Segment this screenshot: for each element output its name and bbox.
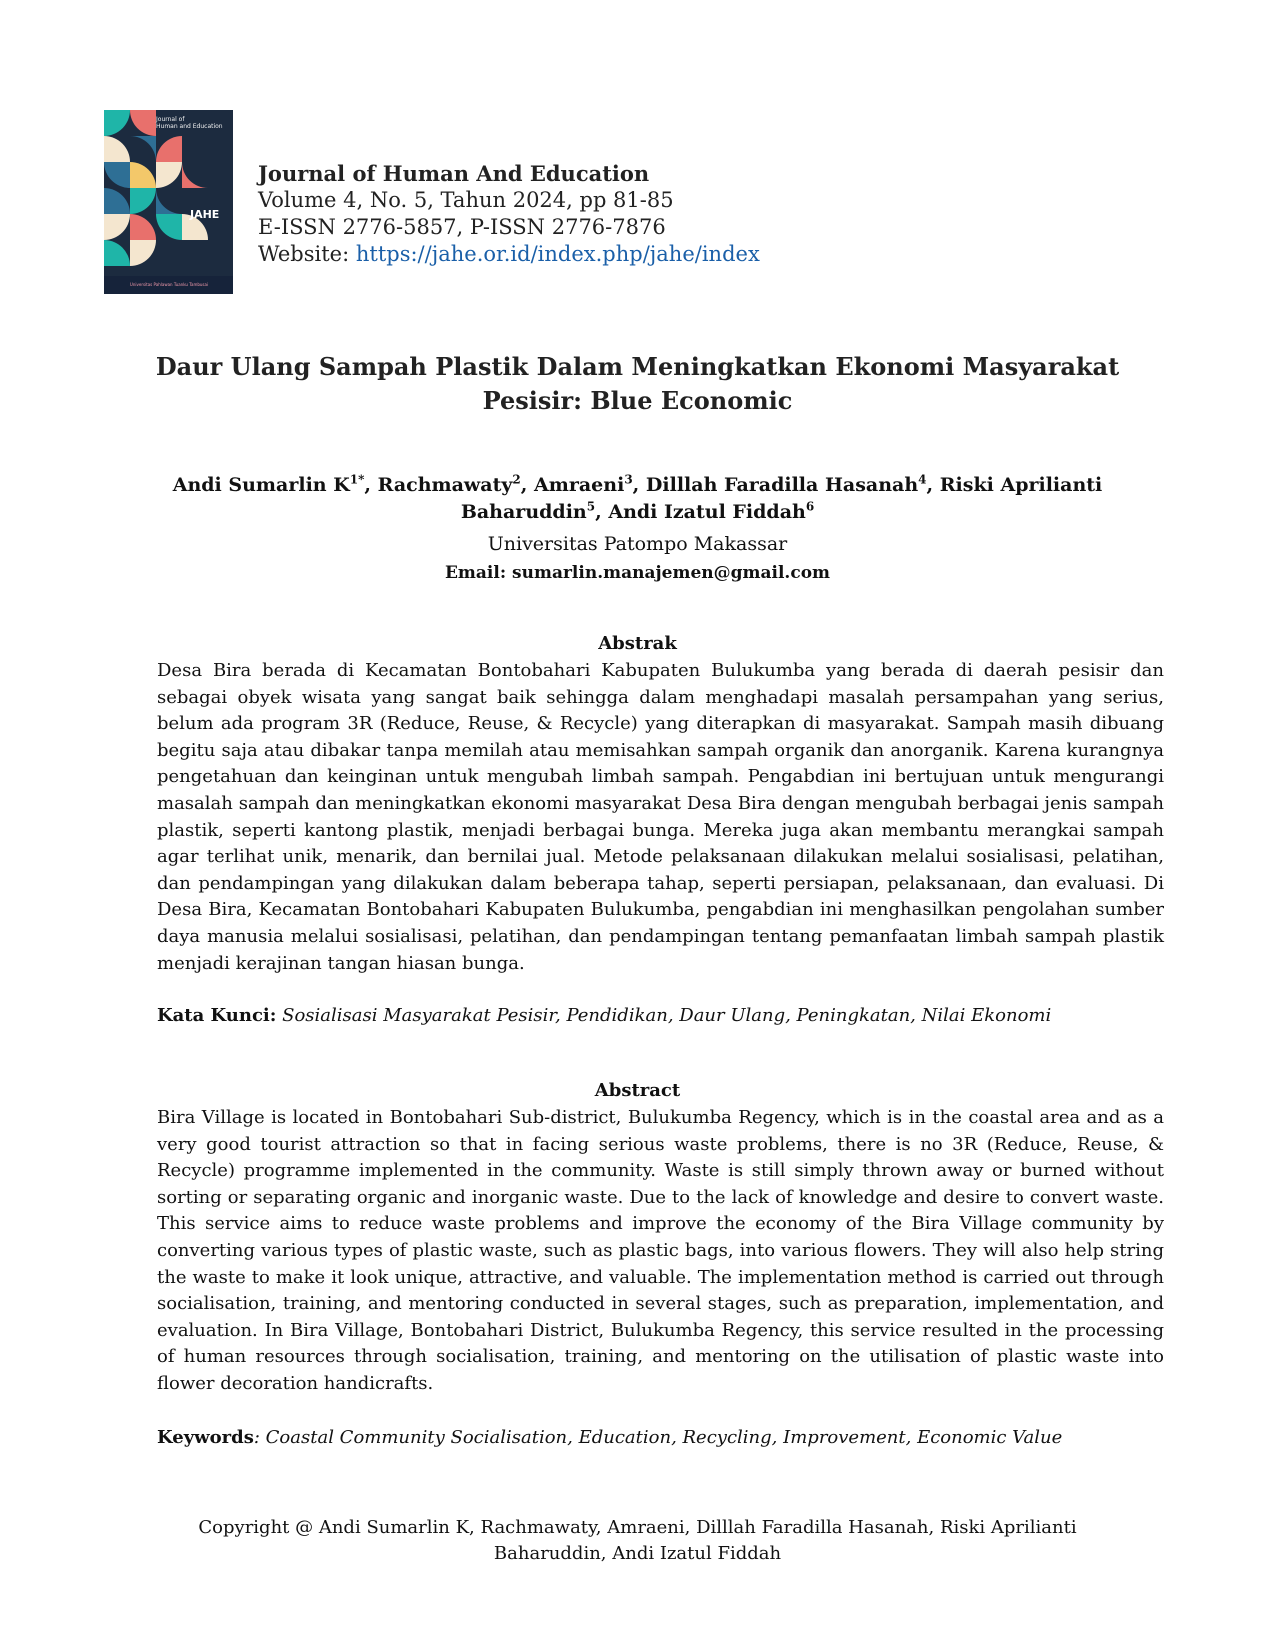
author-mark: 4 — [918, 472, 927, 487]
keywords-values: : Coastal Community Socialisation, Education, Recycling, Improvement, Economic Value — [253, 1427, 1063, 1448]
author-list: Andi Sumarlin $K^{1*}$, Rachmawaty$^2$, Amraeni$^3$, Dilllah Faradilla Hasanah$^4$, Riski Aprilianti Baharuddin$^5$, Andi Izatul Fiddah$^6$ — [172, 472, 1103, 523]
author-mark: 3 — [624, 472, 633, 487]
website-link[interactable]: https://jahe.or.id/index.php/jahe/index — [355, 242, 760, 266]
author-name: Andi Izatul Fiddah — [608, 501, 806, 523]
abstrak-heading: Abstrak — [598, 633, 677, 654]
affiliation: Universitas Patompo Makassar — [487, 533, 788, 555]
cover-footer: Universitas Pahlawan Tuanku Tambusai — [129, 282, 209, 287]
abstract-body: Bira Village is located in Bontobahari Sub-district, Bulukumba Regency, which is in the coastal area and as a very good tourist attraction so that in facing serious waste problems, there is no 3R (Reduce, Reuse, & Recycle) programme implemented in the community. Waste is still simply thrown away or burned without sorting or separating organic and inorganic waste. Due to the lack of knowledge and desire to convert waste. This service aims to reduce waste problems and improve the economy of the Bira Village community by converting various types of plastic waste, such as plastic bags, into various flowers. They will also help string the waste to make it look unique, attractive, and valuable. The implementation method is carried out through socialisation, training, and mentoring conducted in several stages, such as preparation, implementation, and evaluation. In Bira Village, Bontobahari District, Bulukumba Regency, this service resulted in the processing of human resources through socialisation, training, and mentoring on the utilisation of plastic waste into flower decoration handicrafts. — [157, 1107, 1164, 1394]
author-name: Andi Sumarlin K — [172, 474, 350, 496]
author-name: Dilllah Faradilla Hasanah — [645, 474, 919, 496]
keywords — [157, 1425, 1164, 1451]
cover-pattern — [104, 110, 233, 294]
author-name: Amraeni — [534, 474, 625, 496]
copyright-line-1: Copyright @ Andi Sumarlin K, Rachmawaty, Amraeni, Dilllah Faradilla Hasanah, Riski Aprilianti — [198, 1517, 1077, 1538]
abstrak-body: Desa Bira berada di Kecamatan Bontobahari Kabupaten Bulukumba yang berada di daerah pesisir dan sebagai obyek wisata yang sangat baik sehingga dalam menghadapi masalah persampahan yang serius, belum ada program 3R (Reduce, Reuse, & Recycle) yang diterapkan di masyarakat. Sampah masih dibuang begitu saja atau dibakar tanpa memilah atau memisahkan sampah organik dan anorganik. Karena kurangnya pengetahuan dan keinginan untuk mengubah limbah sampah. Pengabdian ini bertujuan untuk mengurangi masalah sampah dan meningkatkan ekonomi masyarakat Desa Bira dengan mengubah berbagai jenis sampah plastik, seperti kantong plastik, menjadi berbagai bunga. Mereka juga akan membantu merangkai sampah agar terlihat unik, menarik, dan bernilai jual. Metode pelaksanaan dilakukan melalui sosialisasi, pelatihan, dan pendampingan yang dilakukan dalam beberapa tahap, seperti persiapan, pelaksanaan, dan evaluasi. Di Desa Bira, Kecamatan Bontobahari Kabupaten Bulukumba, pengabdian ini menghasilkan pengolahan sumber daya manusia melalui sosialisasi, pelatihan, dan pendampingan tentang pemanfaatan limbah sampah plastik menjadi kerajinan tangan hiasan bunga. — [157, 660, 1164, 974]
paper-title-line-2: Pesisir: Blue Economic — [482, 386, 793, 415]
abstract-heading: Abstract — [594, 1080, 681, 1101]
author-email: Email: sumarlin.manajemen@gmail.com — [444, 563, 831, 583]
keywords-label: Keywords — [157, 1427, 254, 1448]
copyright-line-2: Baharuddin, Andi Izatul Fiddah — [493, 1543, 782, 1564]
journal-header — [258, 160, 760, 268]
copyright-notice — [150, 1515, 1125, 1567]
author-mark: 1* — [349, 472, 365, 487]
journal-website — [258, 241, 760, 268]
paper-title-line-1: Daur Ulang Sampah Plastik Dalam Meningkatkan Ekonomi Masyarakat — [155, 352, 1120, 381]
paper-title — [150, 350, 1125, 418]
journal-cover-image — [104, 110, 233, 294]
cover-title: Journal of Human and Education — [156, 116, 223, 130]
website-label: Website: — [258, 242, 356, 266]
kata-kunci-label: Kata Kunci: — [157, 1005, 277, 1026]
author-mark: 5 — [586, 499, 596, 514]
cover-logo: JAHE — [190, 208, 220, 221]
author-mark: 6 — [805, 499, 815, 514]
author-name: Rachmawaty — [377, 474, 513, 496]
kata-kunci-values: Sosialisasi Masyarakat Pesisir, Pendidikan, Daur Ulang, Peningkatan, Nilai Ekonomi — [276, 1005, 1052, 1026]
author-name: Riski Aprilianti Baharuddin — [460, 474, 1103, 523]
journal-volume: Volume 4, No. 5, Tahun 2024, pp 81-85 — [258, 188, 674, 212]
journal-issn: E-ISSN 2776-5857, P-ISSN 2776-7876 — [258, 215, 666, 239]
journal-name: Journal of Human And Education — [258, 161, 650, 186]
kata-kunci — [157, 1003, 1164, 1029]
author-mark: 2 — [512, 472, 521, 487]
